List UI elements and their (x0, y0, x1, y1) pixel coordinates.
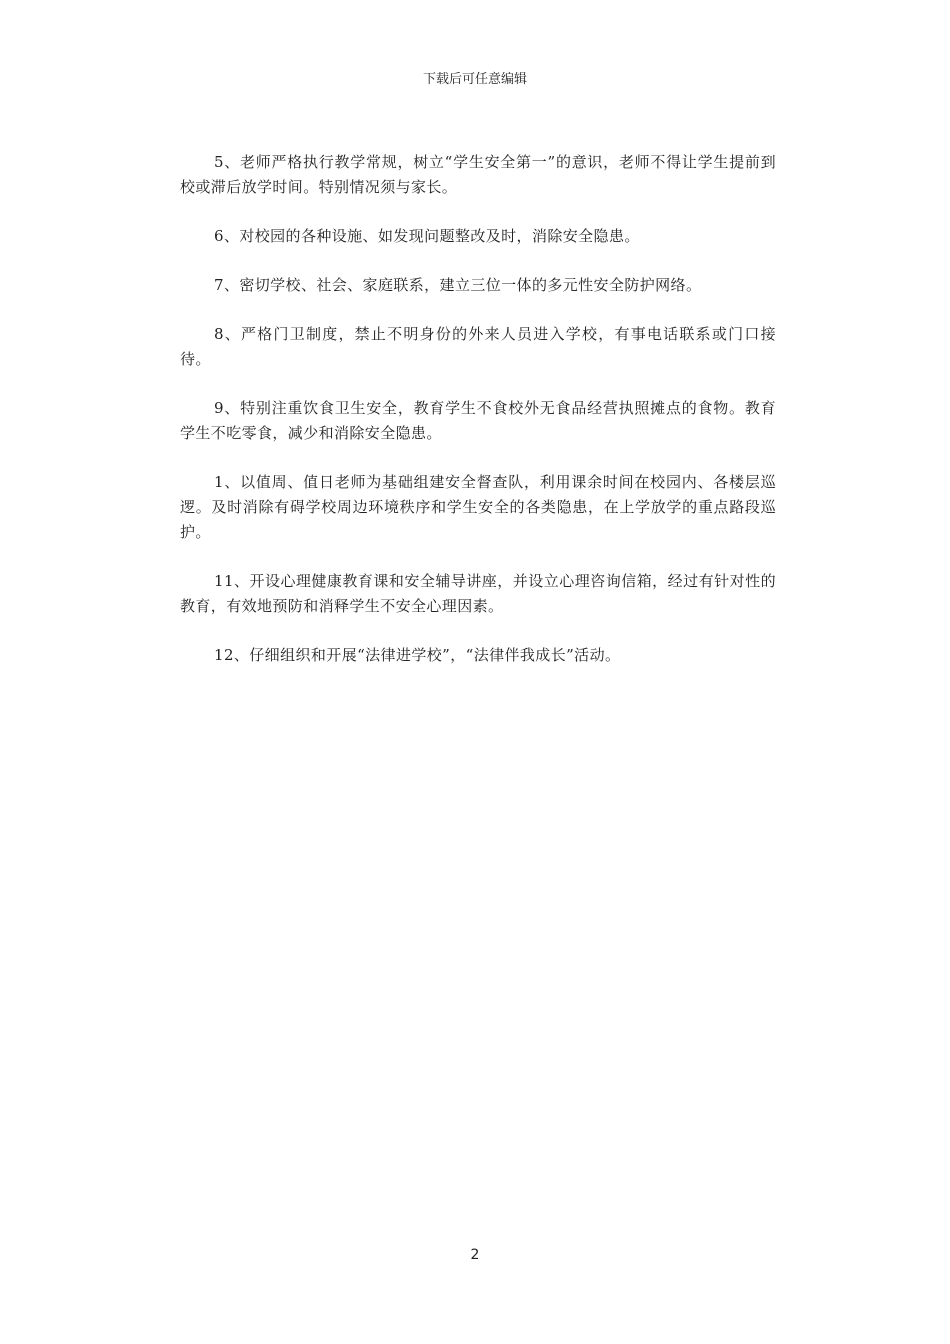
paragraph-item-7: 7、密切学校、社会、家庭联系，建立三位一体的多元性安全防护网络。 (214, 276, 702, 294)
paragraph-item-6: 6、对校园的各种设施、如发现问题整改及时，消除安全隐患。 (214, 227, 640, 245)
paragraph-item-9: 9、特别注重饮食卫生安全，教育学生不食校外无食品经营执照摊点的食物。教育学生不吃零食，减少和消除安全隐患。 (180, 399, 776, 442)
document-body (180, 150, 776, 692)
paragraph-item-5: 5、老师严格执行教学常规，树立“学生安全第一”的意识，老师不得让学生提前到校或滞后放学时间。特别情况须与家长。 (180, 153, 776, 196)
paragraph-item-8: 8、严格门卫制度，禁止不明身份的外来人员进入学校，有事电话联系或门口接待。 (180, 325, 776, 368)
page-header: 下载后可任意编辑 (422, 72, 527, 87)
paragraph-item-1: 1、以值周、值日老师为基础组建安全督查队，利用课余时间在校园内、各楼层巡逻。及时消除有碍学校周边环境秩序和学生安全的各类隐患，在上学放学的重点路段巡护。 (180, 473, 776, 541)
paragraph-item-11: 11、开设心理健康教育课和安全辅导讲座，并设立心理咨询信箱，经过有针对性的教育，有效地预防和消释学生不安全心理因素。 (180, 572, 776, 615)
page-number: 2 (470, 1247, 480, 1263)
paragraph-item-12: 12、仔细组织和开展“法律进学校”，“法律伴我成长”活动。 (214, 646, 621, 664)
